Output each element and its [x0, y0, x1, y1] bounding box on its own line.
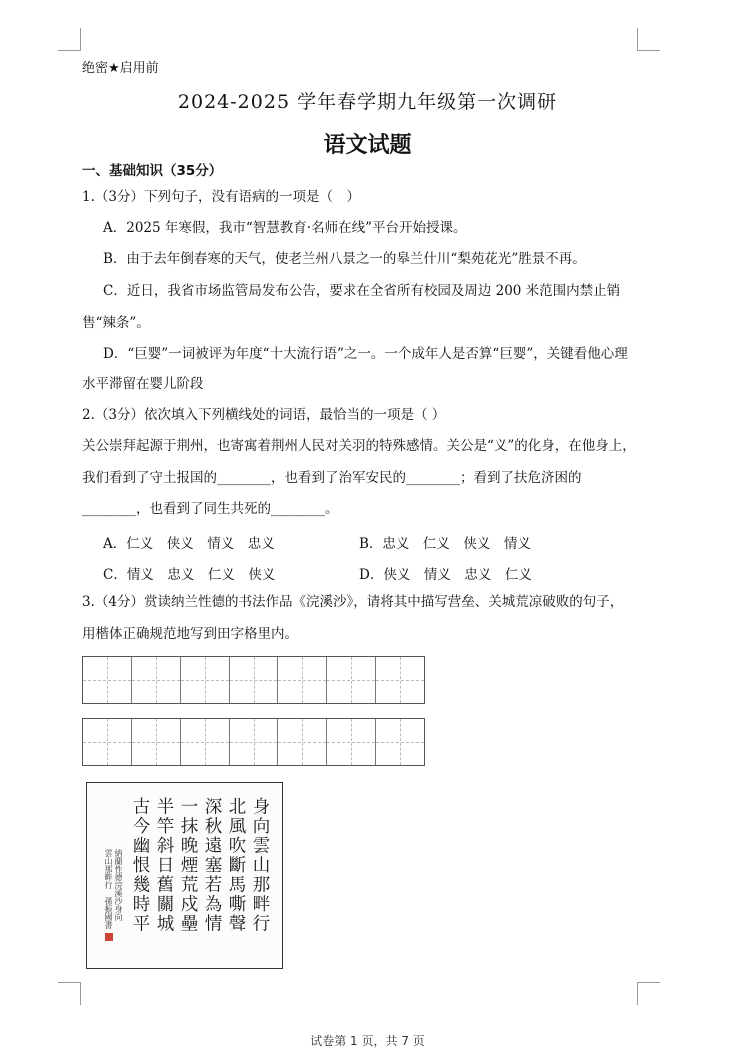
grid-cell[interactable]	[230, 657, 279, 703]
answer-grid-row-2[interactable]	[82, 718, 425, 766]
grid-cell[interactable]	[327, 657, 376, 703]
calligraphy-column-2: 北風吹斷馬嘶聲	[226, 797, 246, 934]
grid-cell[interactable]	[83, 657, 132, 703]
calligraphy-column-4: 一抹晚煙荒戍壘	[178, 797, 198, 934]
q2-options-row2	[103, 563, 532, 583]
q1-option-a: A．2025 年寒假，我市“智慧教育·名师在线”平台开始授课。	[103, 220, 467, 236]
grid-cell[interactable]	[83, 719, 132, 765]
grid-cell[interactable]	[132, 719, 181, 765]
q3-stem: 3.（4分）赏读纳兰性德的书法作品《浣溪沙》，请将其中描写营垒、关城荒凉破败的句子，	[82, 594, 624, 610]
grid-cell[interactable]	[376, 657, 424, 703]
q2-stem: 2.（3分）依次填入下列横线处的词语，最恰当的一项是（ ）	[82, 407, 446, 423]
q2-passage-line3: ________，也看到了同生共死的________。	[82, 501, 339, 517]
q2-option-c: C．情义 忠义 仁义 侠义	[103, 567, 276, 583]
grid-cell[interactable]	[327, 719, 376, 765]
secret-label: 绝密★启用前	[82, 61, 159, 76]
exam-title: 2024-2025 学年春学期九年级第一次调研	[177, 91, 558, 113]
crop-mark-bottom-right	[637, 982, 660, 1005]
crop-mark-top-left	[58, 28, 81, 51]
grid-cell[interactable]	[278, 719, 327, 765]
calligraphy-image	[86, 782, 283, 969]
grid-cell[interactable]	[230, 719, 279, 765]
section-heading: 一、基础知识（35分）	[82, 163, 223, 179]
q2-passage-line2: 我们看到了守土报国的________，也看到了治军安民的________；看到了扶危济困的	[82, 470, 582, 486]
calligraphy-signature-2: 雲山那畔行 孫振國書	[104, 849, 113, 929]
calligraphy-column-6: 古今幽恨幾時平	[130, 797, 150, 934]
calligraphy-column-1: 身向雲山那畔行	[250, 797, 270, 934]
calligraphy-column-3: 深秋遠塞若為情	[202, 797, 222, 934]
subject-title: 语文试题	[323, 133, 412, 158]
q1-option-c: C．近日，我省市场监管局发布公告，要求在全省所有校园及周边 200 米范围内禁止销	[103, 283, 621, 299]
q1-option-d: D．“巨婴”一词被评为年度“十大流行语”之一。一个成年人是否算“巨婴”，关键看他心理	[103, 346, 628, 362]
q1-option-d-cont: 水平滞留在婴儿阶段	[82, 376, 204, 392]
q2-option-a: A．仁义 侠义 情义 忠义	[103, 536, 275, 552]
page-footer: 试卷第 1 页，共 7 页	[310, 1034, 425, 1048]
grid-cell[interactable]	[278, 657, 327, 703]
seal-stamp	[105, 933, 113, 941]
answer-grid-row-1[interactable]	[82, 656, 425, 704]
calligraphy-column-5: 半竿斜日舊關城	[154, 797, 174, 934]
q2-option-d: D．侠义 情义 忠义 仁义	[359, 567, 532, 583]
crop-mark-top-right	[637, 28, 660, 51]
q2-passage-line1: 关公崇拜起源于荆州，也寄寓着荆州人民对关羽的特殊感情。关公是“义”的化身，在他身上，	[82, 438, 636, 454]
calligraphy-signature-1: 納蘭性德浣溪沙身向	[114, 849, 123, 921]
q2-options-row1	[103, 532, 531, 552]
grid-cell[interactable]	[181, 657, 230, 703]
q3-stem-cont: 用楷体正确规范地写到田字格里内。	[82, 626, 298, 642]
grid-cell[interactable]	[181, 719, 230, 765]
q1-stem: 1.（3分）下列句子，没有语病的一项是（ ）	[82, 189, 360, 205]
crop-mark-bottom-left	[58, 982, 81, 1005]
q1-option-c-cont: 售“辣条”。	[82, 315, 150, 331]
q2-option-b: B．忠义 仁义 侠义 情义	[359, 536, 531, 552]
grid-cell[interactable]	[376, 719, 424, 765]
q1-option-b: B．由于去年倒春寒的天气，使老兰州八景之一的皋兰什川“梨苑花光”胜景不再。	[103, 251, 586, 267]
grid-cell[interactable]	[132, 657, 181, 703]
